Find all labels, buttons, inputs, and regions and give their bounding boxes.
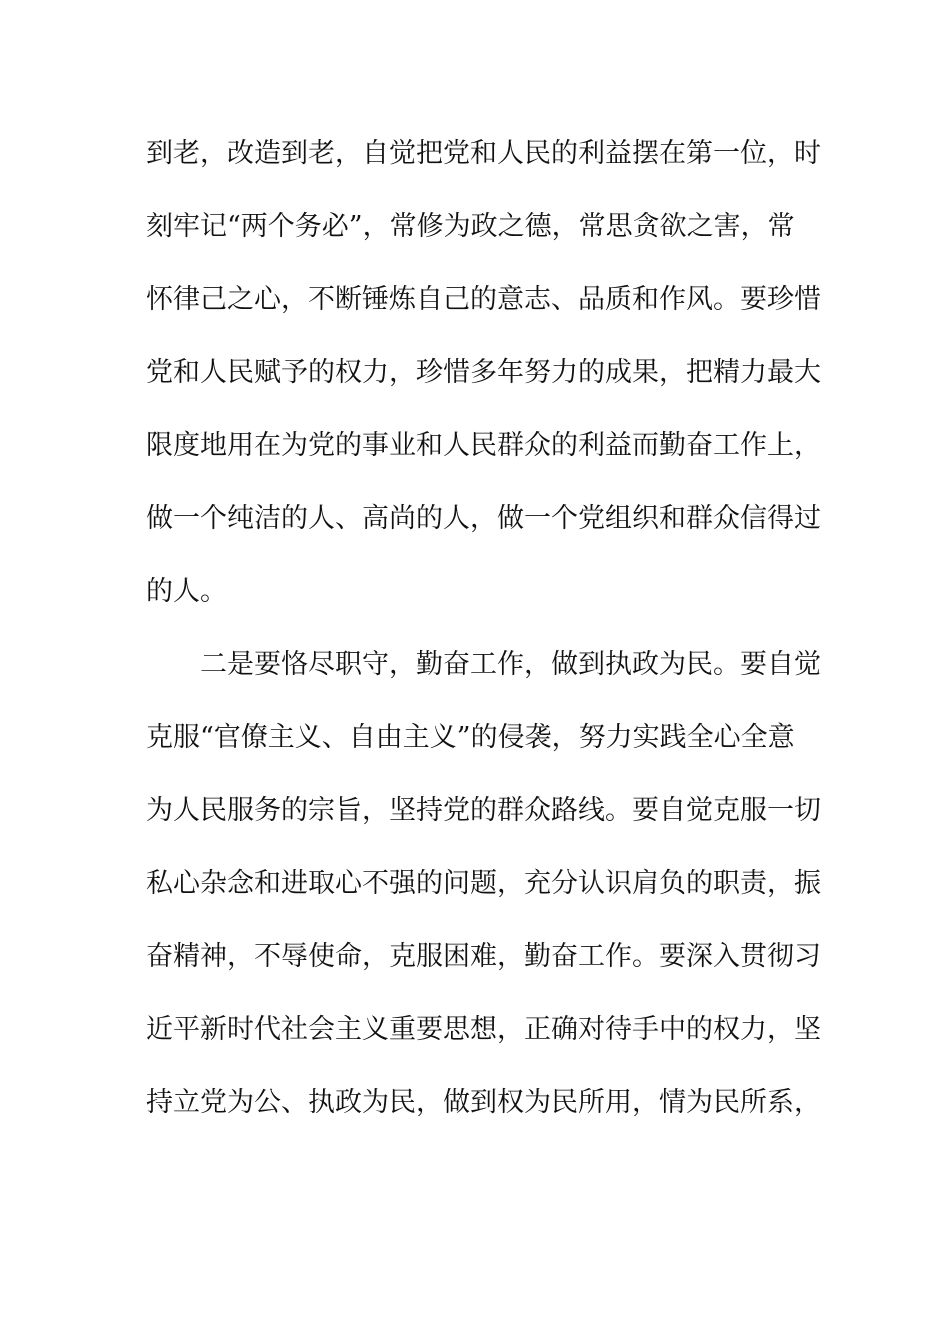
paragraph-first-line: 二是要恪尽职守，勤奋工作，做到执政为民。要自觉: [200, 649, 821, 680]
text-line: 为人民服务的宗旨，坚持党的群众路线。要自觉克服一切: [146, 795, 821, 826]
text-line: 党和人民赋予的权力，珍惜多年努力的成果，把精力最大: [146, 357, 821, 388]
text-line: 近平新时代社会主义重要思想，正确对待手中的权力，坚: [146, 1014, 821, 1045]
text-line: 奋精神，不辱使命，克服困难，勤奋工作。要深入贯彻习: [146, 941, 821, 972]
text-line: 持立党为公、执政为民，做到权为民所用，情为民所系，: [146, 1087, 821, 1118]
text-line: 限度地用在为党的事业和人民群众的利益而勤奋工作上，: [146, 430, 821, 461]
text-line: 的人。: [146, 576, 227, 607]
text-line: 做一个纯洁的人、高尚的人，做一个党组织和群众信得过: [146, 503, 821, 534]
text-line: 怀律己之心，不断锤炼自己的意志、品质和作风。要珍惜: [146, 284, 821, 315]
text-line: 私心杂念和进取心不强的问题，充分认识肩负的职责，振: [146, 868, 821, 899]
text-line: 到老，改造到老，自觉把党和人民的利益摆在第一位，时: [146, 138, 821, 169]
text-line: 克服“官僚主义、自由主义”的侵袭，努力实践全心全意: [146, 722, 795, 753]
text-line: 刻牢记“两个务必”，常修为政之德，常思贪欲之害，常: [146, 211, 795, 242]
body-text: [146, 126, 821, 1148]
